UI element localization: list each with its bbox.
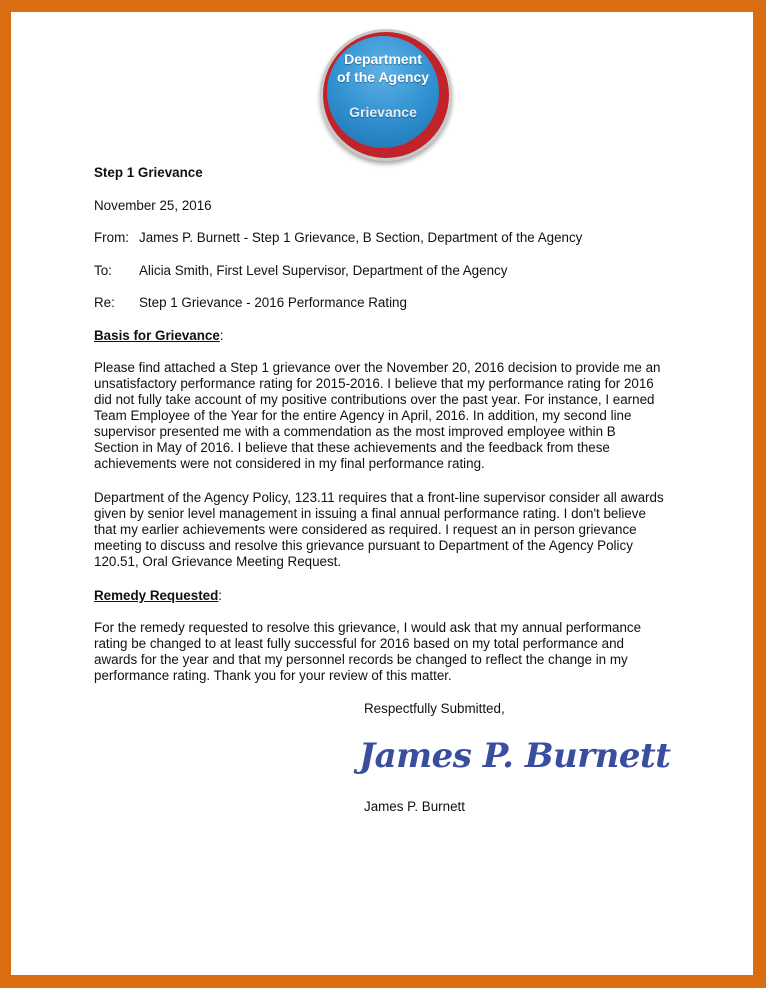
basis-heading: Basis for Grievance bbox=[94, 328, 220, 343]
paragraph-line: Please find attached a Step 1 grievance over the November 20, 2016 decision to provide me an bbox=[94, 360, 661, 375]
letter-page bbox=[11, 12, 753, 975]
paragraph-line: unsatisfactory performance rating for 2015-2016. I believe that my performance rating for 2016 bbox=[94, 376, 654, 391]
department-seal-logo bbox=[320, 29, 452, 161]
paragraph-line: that my earlier achievements were considered as required. I request an in person grievance bbox=[94, 522, 637, 537]
paragraph-line: For the remedy requested to resolve this grievance, I would ask that my annual performance bbox=[94, 620, 642, 635]
paragraph-line: did not fully take account of my positive contributions over the past year. For instance, I earned bbox=[94, 392, 655, 407]
re-label: Re: bbox=[94, 295, 115, 310]
seal-text-line-2: of the Agency bbox=[336, 69, 430, 85]
remedy-heading: Remedy Requested bbox=[94, 588, 219, 603]
from-value: James P. Burnett - Step 1 Grievance, B Section, Department of the Agency bbox=[139, 230, 583, 245]
basis-paragraph-1 bbox=[94, 360, 660, 472]
paragraph-line: meeting to discuss and resolve this grievance pursuant to Department of the Agency Policy bbox=[94, 538, 633, 553]
to-line bbox=[94, 263, 507, 279]
remedy-paragraph bbox=[94, 620, 641, 684]
basis-heading-colon: : bbox=[219, 328, 224, 343]
basis-heading-line bbox=[94, 328, 224, 344]
paragraph-line: awards for the year and that my personnel records be changed to reflect the change in my bbox=[94, 652, 628, 667]
handwritten-signature: James P. Burnett bbox=[359, 736, 671, 776]
re-value: Step 1 Grievance - 2016 Performance Rating bbox=[139, 295, 407, 310]
re-line bbox=[94, 295, 407, 311]
from-line bbox=[94, 230, 582, 246]
closing: Respectfully Submitted, bbox=[364, 701, 505, 716]
seal-center bbox=[327, 36, 439, 148]
paragraph-line: given by senior level management in issuing a final annual performance rating. I don't believe bbox=[94, 506, 646, 521]
basis-paragraph-2 bbox=[94, 490, 664, 570]
paragraph-line: 120.51, Oral Grievance Meeting Request. bbox=[94, 554, 342, 569]
to-value: Alicia Smith, First Level Supervisor, Department of the Agency bbox=[139, 263, 508, 278]
seal-text-line-1: Department bbox=[344, 51, 422, 67]
paragraph-line: Section in May of 2016. I believe that these achievements and the feedback from these bbox=[94, 440, 610, 455]
paragraph-line: supervisor presented me with a commendation as the most improved employee within B bbox=[94, 424, 616, 439]
letter-date: November 25, 2016 bbox=[94, 198, 212, 213]
paragraph-line: Team Employee of the Year for the entire Agency in April, 2016. In addition, my second line bbox=[94, 408, 632, 423]
to-label: To: bbox=[94, 263, 112, 278]
signer-name: James P. Burnett bbox=[364, 799, 465, 814]
letter-title: Step 1 Grievance bbox=[94, 165, 203, 180]
from-label: From: bbox=[94, 230, 129, 245]
paragraph-line: achievements were not considered in my final performance rating. bbox=[94, 456, 485, 471]
remedy-heading-colon: : bbox=[218, 588, 223, 603]
seal-text-line-3: Grievance bbox=[349, 104, 417, 120]
paragraph-line: performance rating. Thank you for your review of this matter. bbox=[94, 668, 452, 683]
remedy-heading-line bbox=[94, 588, 222, 604]
paragraph-line: rating be changed to at least fully successful for 2016 based on my total performance and bbox=[94, 636, 624, 651]
paragraph-line: Department of the Agency Policy, 123.11 requires that a front-line supervisor consider all awards bbox=[94, 490, 664, 505]
